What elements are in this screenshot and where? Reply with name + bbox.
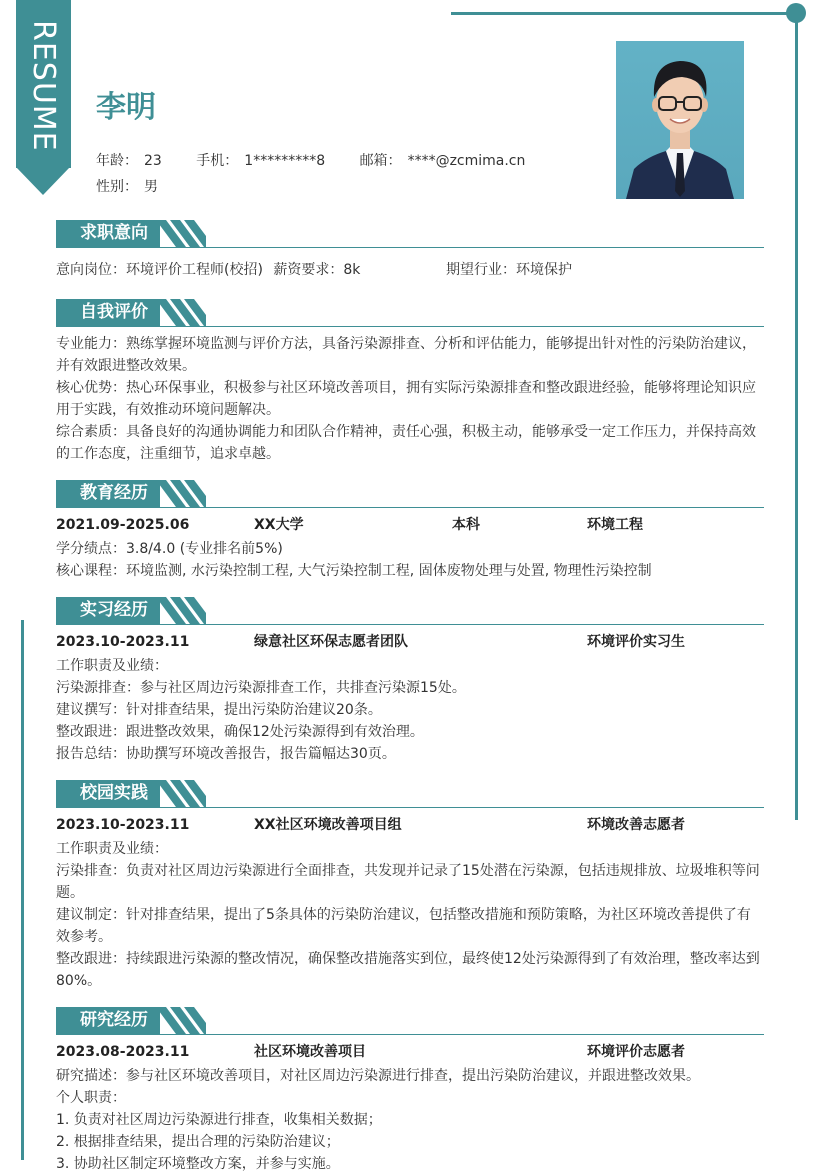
text-line: 整改跟进：持续跟进污染源的整改情况，确保整改措施落实到位，最终使12处污染源得到了有效治理，整改率达到 [56, 951, 760, 967]
section-stripes-icon [156, 220, 206, 247]
research-details [56, 1065, 766, 1175]
campus-summary-row [56, 814, 766, 836]
text-line: 工作职责及业绩： [56, 658, 168, 674]
education-school: XX大学 [254, 517, 304, 533]
resume-ribbon [16, 0, 71, 195]
section-title: 自我评价 [80, 302, 148, 322]
research-org: 社区环境改善项目 [254, 1044, 366, 1060]
profile-photo [616, 41, 744, 199]
text-line: 专业能力：熟练掌握环境监测与评价方法，具备污染源排查、分析和评估能力，能够提出针对性的污染防治建议， [56, 336, 756, 352]
right-accent-line [795, 12, 798, 820]
gender-value: 男 [144, 179, 158, 195]
section-header-research [56, 1007, 764, 1035]
phone-value: 1*********8 [244, 153, 326, 169]
ribbon-tip [16, 167, 70, 195]
text-line: 用于实践，有效推动环境问题解决。 [56, 402, 280, 418]
education-details [56, 538, 766, 582]
age-label: 年龄： [96, 153, 138, 169]
phone-label: 手机： [196, 153, 239, 169]
section-title: 校园实践 [80, 783, 148, 803]
text-line: 建议撰写：针对排查结果，提出污染防治建议20条。 [56, 702, 382, 718]
intent-position: 意向岗位：环境评价工程师(校招) [56, 262, 263, 278]
intent-industry: 期望行业：环境保护 [446, 262, 572, 278]
contact-info-row [96, 151, 531, 171]
left-accent-line [21, 620, 24, 1160]
email-value: ****@zcmima.cn [407, 153, 526, 169]
section-rule [56, 624, 764, 625]
email-label: 邮箱： [359, 153, 402, 169]
section-rule [56, 507, 764, 508]
section-stripes-icon [156, 1007, 206, 1034]
campus-org: XX社区环境改善项目组 [254, 817, 402, 833]
gender-label: 性别： [96, 179, 138, 195]
top-accent-line [451, 12, 797, 15]
section-stripes-icon [156, 780, 206, 807]
ribbon-word: RESUME [26, 20, 61, 152]
section-header-intent [56, 220, 764, 248]
text-line: 的工作态度，注重细节，追求卓越。 [56, 446, 280, 462]
education-degree: 本科 [452, 517, 480, 533]
research-summary-row [56, 1041, 766, 1063]
candidate-name: 李明 [96, 90, 156, 125]
education-major: 环境工程 [587, 517, 643, 533]
section-stripes-icon [156, 480, 206, 507]
text-line: 研究描述：参与社区环境改善项目，对社区周边污染源进行排查，提出污染防治建议，并跟进整改效果。 [56, 1068, 700, 1084]
section-rule [56, 1034, 764, 1035]
internship-summary-row [56, 631, 766, 653]
section-header-self-eval [56, 299, 764, 327]
section-title: 研究经历 [80, 1010, 148, 1030]
education-period: 2021.09-2025.06 [56, 517, 190, 533]
research-role: 环境评价志愿者 [587, 1044, 685, 1060]
text-line: 建议制定：针对排查结果，提出了5条具体的污染防治建议，包括整改措施和预防策略，为社区环境改善提供了有 [56, 907, 751, 923]
text-line: 学分绩点：3.8/4.0 (专业排名前5%) [56, 541, 283, 557]
gender-row [96, 177, 164, 197]
text-line: 3. 协助社区制定环境整改方案，并参与实施。 [56, 1156, 340, 1172]
section-title: 实习经历 [80, 600, 148, 620]
section-rule [56, 807, 764, 808]
text-line: 报告总结：协助撰写环境改善报告，报告篇幅达30页。 [56, 746, 396, 762]
campus-details [56, 838, 766, 992]
text-line: 并有效跟进整改效果。 [56, 358, 196, 374]
text-line: 核心优势：热心环保事业，积极参与社区环境改善项目，拥有实际污染源排查和整改跟进经验，能够将理论知识应 [56, 380, 756, 396]
age-value: 23 [144, 153, 162, 169]
internship-details [56, 655, 766, 765]
text-line: 个人职责： [56, 1090, 126, 1106]
section-rule [56, 247, 764, 248]
text-line: 核心课程：环境监测, 水污染控制工程, 大气污染控制工程, 固体废物处理与处置, 物理性污染控制 [56, 563, 652, 579]
campus-period: 2023.10-2023.11 [56, 817, 190, 833]
internship-role: 环境评价实习生 [587, 634, 685, 650]
text-line: 综合素质：具备良好的沟通协调能力和团队合作精神，责任心强，积极主动，能够承受一定工作压力，并保持高效 [56, 424, 756, 440]
education-summary-row [56, 514, 766, 536]
intent-salary: 薪资要求：8k [273, 262, 361, 278]
section-header-internship [56, 597, 764, 625]
text-line: 工作职责及业绩： [56, 841, 168, 857]
text-line: 整改跟进：跟进整改效果，确保12处污染源得到有效治理。 [56, 724, 424, 740]
self-eval-text [56, 333, 766, 465]
text-line: 80%。 [56, 973, 102, 989]
intent-row [56, 259, 766, 281]
portrait-illustration [616, 41, 744, 199]
text-line: 2. 根据排查结果，提出合理的污染防治建议； [56, 1134, 340, 1150]
section-rule [56, 326, 764, 327]
text-line: 污染源排查：参与社区周边污染源排查工作，共排查污染源15处。 [56, 680, 466, 696]
text-line: 污染排查：负责对社区周边污染源进行全面排查，共发现并记录了15处潜在污染源，包括违规排放、垃圾堆积等问 [56, 863, 760, 879]
section-header-campus [56, 780, 764, 808]
section-stripes-icon [156, 597, 206, 624]
text-line: 1. 负责对社区周边污染源进行排查，收集相关数据； [56, 1112, 382, 1128]
section-header-education [56, 480, 764, 508]
internship-org: 绿意社区环保志愿者团队 [254, 634, 408, 650]
section-title: 求职意向 [80, 223, 148, 243]
campus-role: 环境改善志愿者 [587, 817, 685, 833]
text-line: 效参考。 [56, 929, 112, 945]
research-period: 2023.08-2023.11 [56, 1044, 190, 1060]
text-line: 题。 [56, 885, 84, 901]
internship-period: 2023.10-2023.11 [56, 634, 190, 650]
section-stripes-icon [156, 299, 206, 326]
section-title: 教育经历 [80, 483, 148, 503]
